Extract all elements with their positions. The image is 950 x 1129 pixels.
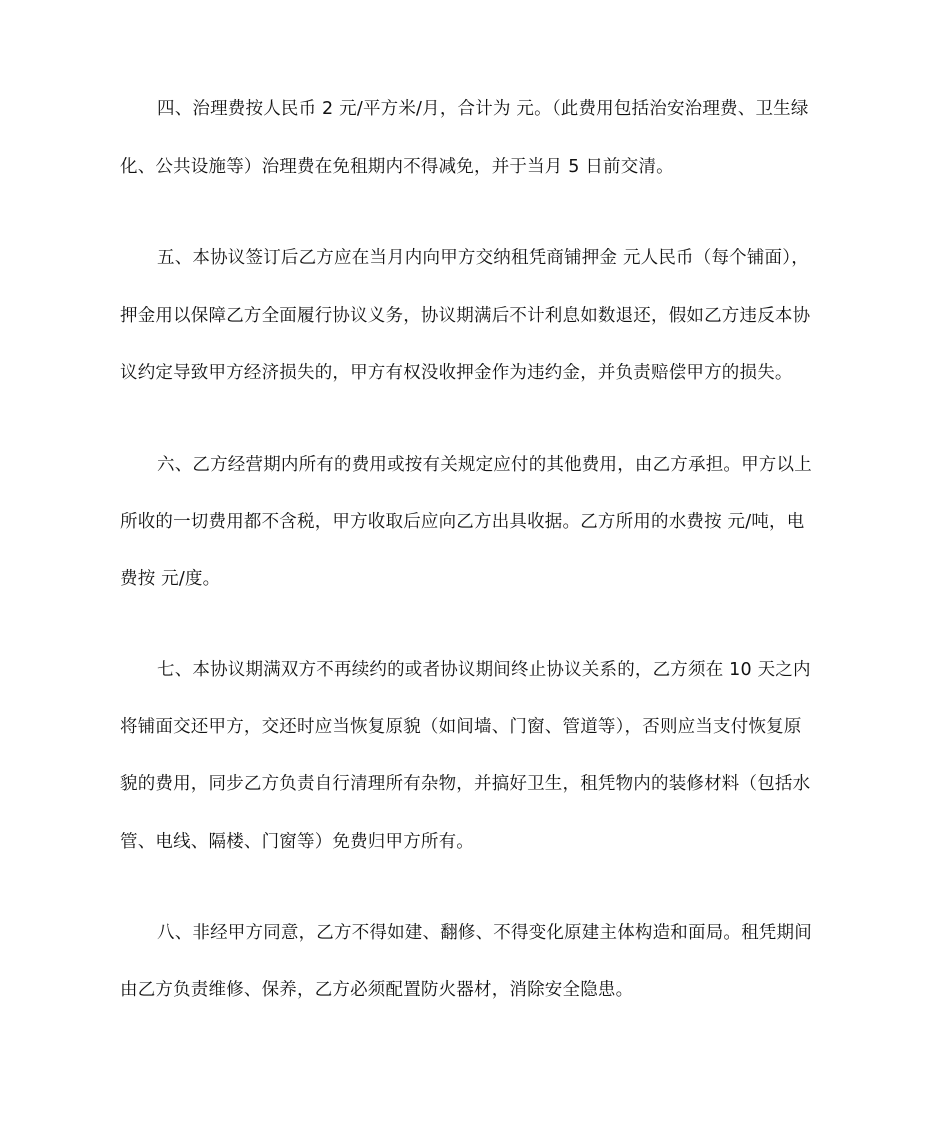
paragraph-4-line-1: 四、治理费按人民币 2 元/平方米/月，合计为 元。（此费用包括治安治理费、卫生绿 (157, 99, 809, 119)
paragraph-7-line-1: 七、本协议期满双方不再续约的或者协议期间终止协议关系的，乙方须在 10 天之内 (157, 660, 811, 680)
paragraph-7-line-2: 将铺面交还甲方，交还时应当恢复原貌（如间墙、门窗、管道等），否则应当支付恢复原 (120, 717, 802, 737)
paragraph-4-line-2: 化、公共设施等）治理费在免租期内不得减免，并于当月 5 日前交清。 (120, 157, 674, 177)
paragraph-6-line-1: 六、乙方经营期内所有的费用或按有关规定应付的其他费用，由乙方承担。甲方以上 (157, 455, 812, 475)
paragraph-5-line-1: 五、本协议签订后乙方应在当月内向甲方交纳租凭商铺押金 元人民币（每个铺面）， (157, 248, 809, 268)
paragraph-5-line-3: 议约定导致甲方经济损失的，甲方有权没收押金作为违约金，并负责赔偿甲方的损失。 (120, 363, 793, 383)
paragraph-6-line-3: 费按 元/度。 (120, 569, 221, 589)
paragraph-7-line-3: 貌的费用，同步乙方负责自行清理所有杂物，并搞好卫生，租凭物内的装修材料（包括水 (120, 774, 811, 794)
paragraph-8-line-2: 由乙方负责维修、保养，乙方必须配置防火器材，消除安全隐患。 (120, 980, 634, 1000)
paragraph-5-line-2: 押金用以保障乙方全面履行协议义务，协议期满后不计利息如数退还，假如乙方违反本协 (120, 306, 811, 326)
paragraph-6-line-2: 所收的一切费用都不含税，甲方收取后应向乙方出具收据。乙方所用的水费按 元/吨，电 (120, 512, 805, 532)
paragraph-7-line-4: 管、电线、隔楼、门窗等）免费归甲方所有。 (120, 832, 474, 852)
paragraph-8-line-1: 八、非经甲方同意，乙方不得如建、翻修、不得变化原建主体构造和面局。租凭期间 (157, 923, 812, 943)
